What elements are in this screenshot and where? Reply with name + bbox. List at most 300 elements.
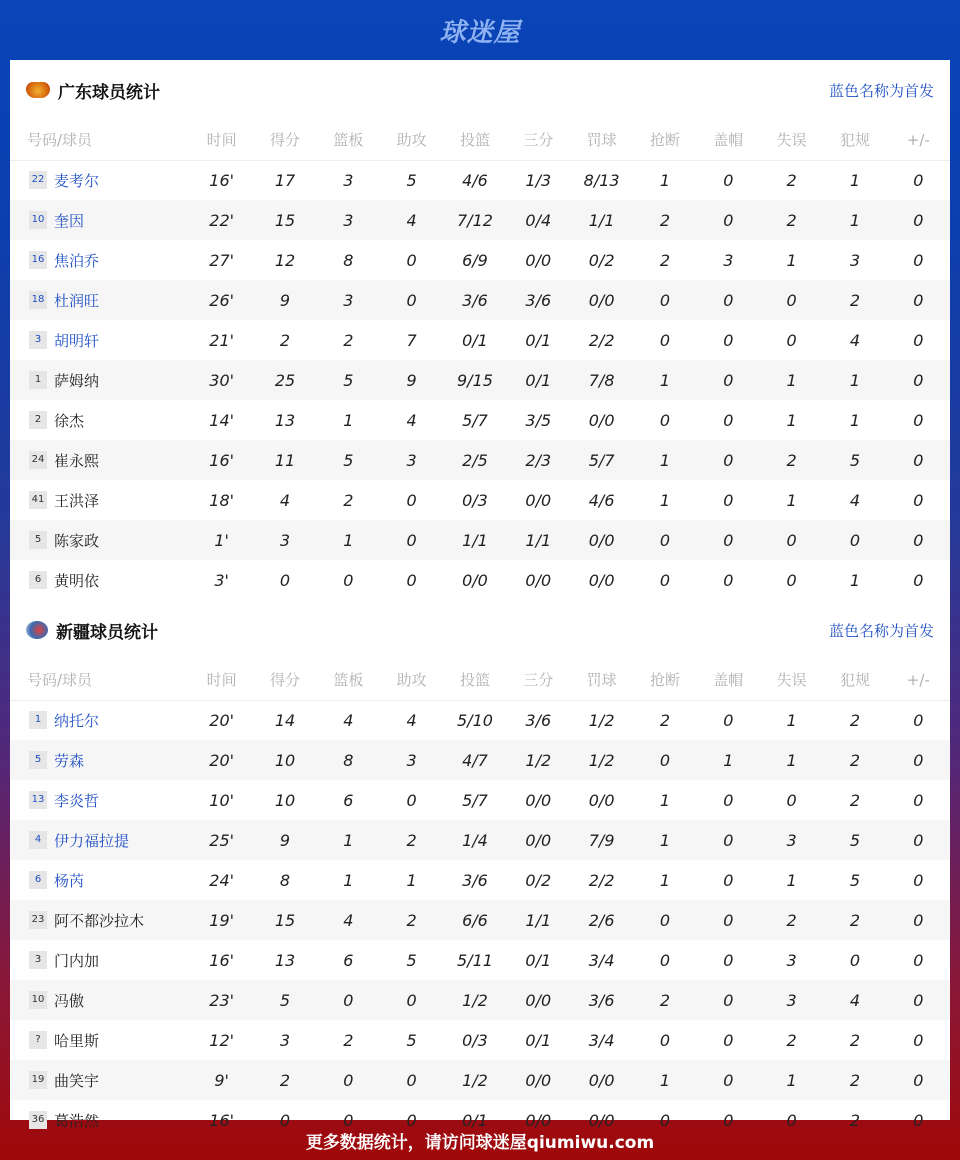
column-header[interactable]: 盖帽	[697, 660, 760, 700]
jersey-number: 41	[29, 491, 47, 509]
table-row[interactable]	[10, 940, 950, 980]
player-name[interactable]: 葛浩然	[54, 1111, 100, 1130]
stat-cell: 2	[760, 900, 823, 940]
stat-cell: 3	[253, 520, 316, 560]
player-name[interactable]: 阿不都沙拉木	[54, 911, 145, 930]
stat-cell: 0/2	[525, 870, 552, 890]
stat-cell: 0	[380, 1060, 443, 1100]
column-header[interactable]: +/-	[887, 660, 950, 700]
stat-cell: 4	[317, 900, 380, 940]
stat-cell: 3	[760, 820, 823, 860]
stat-cell: 30'	[190, 360, 253, 400]
table-row[interactable]	[10, 160, 950, 200]
stat-cell: 0	[697, 820, 760, 860]
jersey-number: 1	[29, 371, 47, 389]
stat-cell: 0	[380, 520, 443, 560]
player-name[interactable]: 奎因	[54, 211, 85, 230]
stat-cell: 3	[380, 440, 443, 480]
jersey-number: 3	[29, 951, 47, 969]
column-header[interactable]: 投篮	[443, 120, 506, 160]
player-cell[interactable]	[10, 160, 190, 200]
stat-cell: 6	[343, 950, 354, 970]
jersey-number: 36	[29, 1111, 47, 1129]
stat-cell: 2	[343, 1030, 354, 1050]
stat-cell: 10	[274, 790, 296, 810]
team-logo-icon	[26, 82, 50, 98]
header-bar	[0, 0, 960, 60]
stat-cell: 2	[633, 200, 696, 240]
stat-cell: 4	[279, 490, 291, 510]
stat-cell: 1	[786, 410, 797, 430]
table-row[interactable]	[10, 440, 950, 480]
stat-cell: 2	[823, 1060, 886, 1100]
table-row[interactable]	[10, 360, 950, 400]
column-header[interactable]: +/-	[887, 120, 950, 160]
player-cell[interactable]	[10, 440, 190, 480]
column-header[interactable]: 投篮	[443, 660, 506, 700]
stat-cell: 2	[760, 440, 823, 480]
stat-cell: 0/1	[462, 330, 488, 350]
column-header[interactable]: 三分	[507, 120, 570, 160]
player-cell[interactable]	[10, 900, 190, 940]
stat-cell: 3'	[214, 570, 229, 590]
column-header[interactable]: 篮板	[317, 660, 380, 700]
stat-cell: 0	[887, 820, 950, 860]
stat-cell: 0	[913, 410, 924, 430]
table-row[interactable]	[10, 900, 950, 940]
stat-cell: 1	[317, 520, 380, 560]
stat-cell: 0	[723, 410, 734, 430]
stat-cell: 3	[849, 250, 861, 270]
stat-cell: 6/9	[462, 250, 488, 270]
player-name[interactable]: 杨芮	[54, 871, 85, 890]
table-row[interactable]	[10, 480, 950, 520]
stat-cell: 1	[849, 570, 861, 590]
stat-cell: 0	[887, 980, 950, 1020]
jersey-number: 10	[29, 991, 47, 1009]
stat-cell: 0	[723, 1030, 734, 1050]
stat-cell: 3/5	[525, 410, 552, 430]
stat-cell: 1'	[190, 520, 253, 560]
stat-cell: 0	[723, 710, 734, 730]
stat-cell: 0	[887, 1060, 950, 1100]
stat-cell: 4	[849, 330, 861, 350]
stat-cell: 0	[723, 490, 734, 510]
player-name[interactable]: 纳托尔	[54, 711, 100, 730]
stat-cell: 3	[317, 280, 380, 320]
player-name[interactable]: 陈家政	[54, 531, 100, 550]
player-cell[interactable]	[10, 280, 190, 320]
stat-cell: 1	[659, 870, 671, 890]
stat-cell: 1	[786, 710, 797, 730]
table-row[interactable]	[10, 700, 950, 740]
column-header[interactable]: 失误	[760, 120, 823, 160]
stat-cell: 0	[723, 570, 734, 590]
stat-cell: 0	[913, 570, 924, 590]
stat-cell: 5/7	[570, 440, 633, 480]
player-name[interactable]: 李炎哲	[54, 791, 100, 810]
stat-cell: 0/0	[588, 790, 615, 810]
section-title-wrap	[26, 78, 160, 103]
stat-cell: 0	[887, 200, 950, 240]
stat-cell: 0/0	[588, 570, 615, 590]
stat-cell: 0	[913, 790, 924, 810]
stat-cell: 8/13	[583, 170, 620, 190]
player-cell[interactable]	[10, 940, 190, 980]
player-stats-table	[10, 120, 950, 600]
table-row[interactable]	[10, 980, 950, 1020]
player-cell[interactable]	[10, 780, 190, 820]
player-cell[interactable]	[10, 820, 190, 860]
table-row[interactable]	[10, 400, 950, 440]
stat-cell: 9	[253, 280, 316, 320]
stat-cell: 3/6	[462, 870, 488, 890]
stat-cell: 6/6	[443, 900, 506, 940]
stat-cell: 16'	[209, 1110, 235, 1130]
stat-cell: 0/0	[588, 1110, 615, 1130]
stat-cell: 0	[823, 520, 886, 560]
stat-cell: 0/3	[462, 490, 488, 510]
section-title: 广东球员统计	[58, 82, 160, 103]
table-row[interactable]	[10, 240, 950, 280]
section-title: 新疆球员统计	[56, 622, 158, 643]
player-cell[interactable]	[10, 1060, 190, 1100]
stat-cell: 10	[253, 740, 316, 780]
stat-cell: 0	[279, 1110, 291, 1130]
starter-legend: 蓝色名称为首发	[828, 81, 934, 100]
stat-cell: 0	[723, 1110, 734, 1130]
player-name[interactable]: 曲笑宇	[54, 1071, 100, 1090]
stat-cell: 4	[406, 410, 417, 430]
stat-cell: 1	[786, 870, 797, 890]
stat-cell: 0/0	[525, 1110, 552, 1130]
stat-cell: 1/1	[570, 200, 633, 240]
stat-cell: 2	[659, 250, 671, 270]
stat-cell: 0	[887, 280, 950, 320]
table-header-row	[10, 120, 950, 160]
stat-cell: 0/0	[462, 570, 488, 590]
stat-cell: 1/1	[507, 900, 570, 940]
stat-cell: 2/3	[507, 440, 570, 480]
stat-cell: 0/0	[507, 980, 570, 1020]
stat-cell: 0	[887, 440, 950, 480]
stat-cell: 2	[786, 1030, 797, 1050]
player-name[interactable]: 萨姆纳	[54, 371, 100, 390]
stat-cell: 0	[760, 520, 823, 560]
stat-cell: 0	[659, 950, 671, 970]
stat-cell: 0/4	[507, 200, 570, 240]
jersey-number: 2	[29, 411, 47, 429]
stat-cell: 4	[406, 710, 417, 730]
stat-cell: 2	[659, 710, 671, 730]
stat-cell: 7	[406, 330, 417, 350]
stat-cell: 5/10	[457, 710, 493, 730]
jersey-number: 10	[29, 211, 47, 229]
stat-cell: 0/0	[525, 790, 552, 810]
player-cell[interactable]	[10, 700, 190, 740]
column-header[interactable]: 篮板	[317, 120, 380, 160]
stat-cell: 20'	[190, 740, 253, 780]
table-row[interactable]	[10, 280, 950, 320]
stat-cell: 9/15	[443, 360, 506, 400]
player-name[interactable]: 崔永熙	[54, 451, 100, 470]
jersey-number: 19	[29, 1071, 47, 1089]
stat-cell: 15	[253, 900, 316, 940]
stat-cell: 23'	[190, 980, 253, 1020]
table-row[interactable]	[10, 1060, 950, 1100]
player-name[interactable]: 杜润旺	[54, 291, 100, 310]
stat-cell: 2	[343, 330, 354, 350]
stat-cell: 2	[279, 330, 291, 350]
stat-cell: 1/4	[443, 820, 506, 860]
stat-cell: 3	[317, 200, 380, 240]
stat-cell: 0	[633, 520, 696, 560]
stat-cell: 0	[659, 1110, 671, 1130]
column-header[interactable]: 犯规	[823, 660, 886, 700]
stat-cell: 2	[786, 170, 797, 190]
stat-cell: 0/0	[588, 410, 615, 430]
column-header[interactable]: 助攻	[380, 660, 443, 700]
column-header[interactable]: 犯规	[823, 120, 886, 160]
stat-cell: 2	[633, 980, 696, 1020]
stat-cell: 3	[343, 170, 354, 190]
stat-cell: 0/0	[525, 490, 552, 510]
stat-cell: 5	[823, 820, 886, 860]
section-header	[10, 60, 950, 120]
stat-cell: 2	[343, 490, 354, 510]
player-name[interactable]: 麦考尔	[54, 171, 100, 190]
stat-cell: 9'	[190, 1060, 253, 1100]
table-row[interactable]	[10, 860, 950, 900]
stat-cell: 10'	[209, 790, 235, 810]
section-title-wrap	[26, 618, 158, 643]
stat-cell: 4	[823, 980, 886, 1020]
stat-cell: 1	[406, 870, 417, 890]
player-cell[interactable]	[10, 1020, 190, 1060]
stat-cell: 0	[406, 1110, 417, 1130]
stat-cell: 1	[633, 440, 696, 480]
stat-cell: 3/6	[525, 710, 552, 730]
stat-cell: 5	[317, 440, 380, 480]
stat-cell: 0	[913, 1110, 924, 1130]
column-header[interactable]: 得分	[253, 660, 316, 700]
table-row[interactable]	[10, 740, 950, 780]
stat-cell: 15	[253, 200, 316, 240]
column-header[interactable]: 时间	[190, 120, 253, 160]
stat-cell: 1	[760, 1060, 823, 1100]
column-header[interactable]: 罚球	[570, 120, 633, 160]
player-cell[interactable]	[10, 240, 190, 280]
table-row[interactable]	[10, 560, 950, 600]
table-row[interactable]	[10, 200, 950, 240]
stat-cell: 2/5	[443, 440, 506, 480]
stat-cell: 12'	[209, 1030, 235, 1050]
stat-cell: 0/1	[462, 1110, 488, 1130]
column-header[interactable]: 得分	[253, 120, 316, 160]
table-row[interactable]	[10, 820, 950, 860]
table-row[interactable]	[10, 1020, 950, 1060]
player-name[interactable]: 冯傲	[54, 991, 85, 1010]
stat-cell: 0	[279, 570, 291, 590]
player-cell[interactable]	[10, 480, 190, 520]
stat-cell: 0	[723, 870, 734, 890]
column-header[interactable]: 号码/球员	[10, 120, 190, 160]
stat-cell: 2	[849, 1030, 861, 1050]
player-cell[interactable]	[10, 740, 190, 780]
stat-cell: 1	[849, 410, 861, 430]
stat-cell: 22'	[190, 200, 253, 240]
stat-cell: 7/9	[570, 820, 633, 860]
stat-cell: 0	[913, 170, 924, 190]
stat-cell: 5	[406, 170, 417, 190]
stat-cell: 0	[913, 710, 924, 730]
stat-cell: 13	[274, 410, 296, 430]
stat-cell: 2	[823, 740, 886, 780]
stat-cell: 0	[380, 280, 443, 320]
stat-cell: 0	[913, 490, 924, 510]
stat-cell: 3/6	[443, 280, 506, 320]
stat-cell: 1	[659, 790, 671, 810]
stat-cell: 3	[380, 740, 443, 780]
stat-cell: 16'	[190, 440, 253, 480]
stat-cell: 1	[633, 360, 696, 400]
jersey-number: 24	[29, 451, 47, 469]
column-header[interactable]: 罚球	[570, 660, 633, 700]
stat-cell: 0	[913, 330, 924, 350]
stat-cell: 1	[697, 740, 760, 780]
stat-cell: 5	[253, 980, 316, 1020]
player-cell[interactable]	[10, 520, 190, 560]
stat-cell: 0/0	[570, 520, 633, 560]
stat-cell: 0	[723, 330, 734, 350]
stat-cell: 0	[723, 950, 734, 970]
stat-cell: 3/4	[588, 1030, 615, 1050]
stat-cell: 1/2	[443, 980, 506, 1020]
stat-cell: 1	[633, 820, 696, 860]
player-name[interactable]: 王洪泽	[54, 491, 100, 510]
stat-cell: 0	[380, 980, 443, 1020]
jersey-number: 3	[29, 331, 47, 349]
column-header[interactable]: 盖帽	[697, 120, 760, 160]
stat-cell: 0	[659, 410, 671, 430]
table-header-row	[10, 660, 950, 700]
player-cell[interactable]	[10, 400, 190, 440]
player-name[interactable]: 焦泊乔	[54, 251, 100, 270]
stat-cell: 20'	[209, 710, 235, 730]
player-name[interactable]: 徐杰	[54, 411, 85, 430]
stat-cell: 5	[406, 950, 417, 970]
team-section-1	[10, 600, 950, 1140]
stat-cell: 0	[406, 250, 417, 270]
stat-cell: 3	[279, 1030, 291, 1050]
player-name[interactable]: 黄明依	[54, 571, 100, 590]
column-header[interactable]: 失误	[760, 660, 823, 700]
column-header[interactable]: 三分	[507, 660, 570, 700]
table-row[interactable]	[10, 520, 950, 560]
stat-cell: 0	[633, 280, 696, 320]
table-row[interactable]	[10, 780, 950, 820]
stat-cell: 8	[343, 250, 354, 270]
column-header[interactable]: 抢断	[633, 120, 696, 160]
column-header[interactable]: 时间	[190, 660, 253, 700]
stat-cell: 2/6	[570, 900, 633, 940]
stat-cell: 1	[823, 200, 886, 240]
stat-cell: 0	[887, 900, 950, 940]
section-header	[10, 600, 950, 660]
column-header[interactable]: 号码/球员	[10, 660, 190, 700]
team-section-0	[10, 60, 950, 600]
player-cell[interactable]	[10, 560, 190, 600]
table-row[interactable]	[10, 320, 950, 360]
player-name[interactable]: 伊力福拉提	[54, 831, 130, 850]
player-cell[interactable]	[10, 360, 190, 400]
stat-cell: 5/11	[457, 950, 493, 970]
stat-cell: 0	[343, 1110, 354, 1130]
stat-cell: 25'	[190, 820, 253, 860]
stat-cell: 3	[760, 980, 823, 1020]
player-cell[interactable]	[10, 320, 190, 360]
stat-cell: 4/6	[462, 170, 488, 190]
stat-cell: 0	[633, 900, 696, 940]
stat-cell: 0	[697, 980, 760, 1020]
player-name[interactable]: 劳森	[54, 751, 85, 770]
stat-cell: 0	[786, 570, 797, 590]
stat-cell: 6	[343, 790, 354, 810]
stat-cell: 17	[274, 170, 296, 190]
stat-cell: 2/2	[588, 870, 615, 890]
stat-cell: 0	[697, 900, 760, 940]
stat-cell: 8	[279, 870, 291, 890]
jersey-number: 6	[29, 571, 47, 589]
stat-cell: 1	[659, 170, 671, 190]
player-name[interactable]: 门内加	[54, 951, 100, 970]
stat-cell: 0/0	[570, 280, 633, 320]
player-name[interactable]: 胡明轩	[54, 331, 100, 350]
stat-cell: 27'	[209, 250, 235, 270]
stat-cell: 0/1	[507, 360, 570, 400]
stat-cell: 0	[786, 330, 797, 350]
stat-cell: 2	[823, 280, 886, 320]
stat-cell: 5/7	[462, 410, 488, 430]
stat-cell: 4	[380, 200, 443, 240]
stat-cell: 0	[659, 1030, 671, 1050]
stat-cell: 7/12	[443, 200, 506, 240]
stat-cell: 1/3	[525, 170, 552, 190]
footer-banner[interactable]: 更多数据统计，请访问球迷屋qiumiwu.com	[305, 1132, 655, 1153]
jersey-number: 4	[29, 831, 47, 849]
stat-cell: 1	[786, 250, 797, 270]
player-cell[interactable]	[10, 860, 190, 900]
stat-cell: 11	[253, 440, 316, 480]
player-cell[interactable]	[10, 980, 190, 1020]
stat-cell: 16'	[209, 950, 235, 970]
stat-cell: 0	[697, 1060, 760, 1100]
stat-cell: 0	[697, 280, 760, 320]
stat-cell: 0/0	[570, 1060, 633, 1100]
stat-cell: 8	[317, 740, 380, 780]
stat-cell: 5	[849, 870, 861, 890]
jersey-number: 16	[29, 251, 47, 269]
column-header[interactable]: 助攻	[380, 120, 443, 160]
stat-cell: 9	[253, 820, 316, 860]
column-header[interactable]: 抢断	[633, 660, 696, 700]
player-cell[interactable]	[10, 200, 190, 240]
stat-cell: 5	[406, 1030, 417, 1050]
stat-cell: 0	[659, 570, 671, 590]
player-name[interactable]: 哈里斯	[54, 1031, 100, 1050]
jersey-number: 13	[29, 791, 47, 809]
stat-cell: 0	[786, 790, 797, 810]
